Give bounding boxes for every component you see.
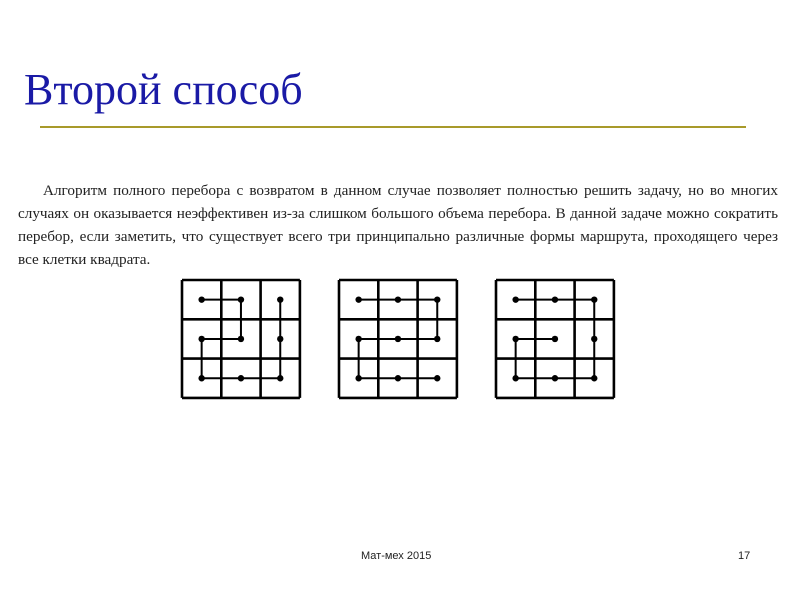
route-node xyxy=(552,336,558,342)
route-node xyxy=(395,336,401,342)
route-node xyxy=(434,336,440,342)
route-node xyxy=(591,296,597,302)
slide-title: Второй способ xyxy=(24,65,303,114)
route-form-2 xyxy=(339,280,457,398)
route-node xyxy=(277,375,283,381)
route-node xyxy=(355,375,361,381)
route-node xyxy=(395,375,401,381)
route-node xyxy=(355,336,361,342)
route-node xyxy=(591,336,597,342)
route-node xyxy=(198,375,204,381)
page-number: 17 xyxy=(738,550,751,562)
route-node xyxy=(238,336,244,342)
route-node xyxy=(512,375,518,381)
body-paragraph: Алгоритм полного перебора с возвратом в данном случае позволяет полностью решить задачу, но во многих случаях он оказывается неэффективен из-за слишком большого объема перебора. В данной задаче можно сократить перебор, если заметить, что существует всего три принципально различные формы маршрута, проходящего через все клетки квадрата. xyxy=(18,182,778,268)
route-node xyxy=(434,296,440,302)
route-node xyxy=(395,296,401,302)
route-node xyxy=(512,296,518,302)
route-node xyxy=(512,336,518,342)
route-node xyxy=(238,296,244,302)
route-node xyxy=(198,296,204,302)
route-diagrams xyxy=(0,275,800,405)
route-node xyxy=(434,375,440,381)
route-node xyxy=(552,296,558,302)
route-node xyxy=(552,375,558,381)
title-underline xyxy=(40,126,746,128)
route-node xyxy=(591,375,597,381)
route-form-3 xyxy=(496,280,614,398)
route-node xyxy=(277,296,283,302)
route-node xyxy=(355,296,361,302)
route-node xyxy=(238,375,244,381)
route-form-1 xyxy=(182,280,300,398)
footer-center-text: Мат-мех 2015 xyxy=(361,550,432,562)
route-node xyxy=(277,336,283,342)
route-node xyxy=(198,336,204,342)
